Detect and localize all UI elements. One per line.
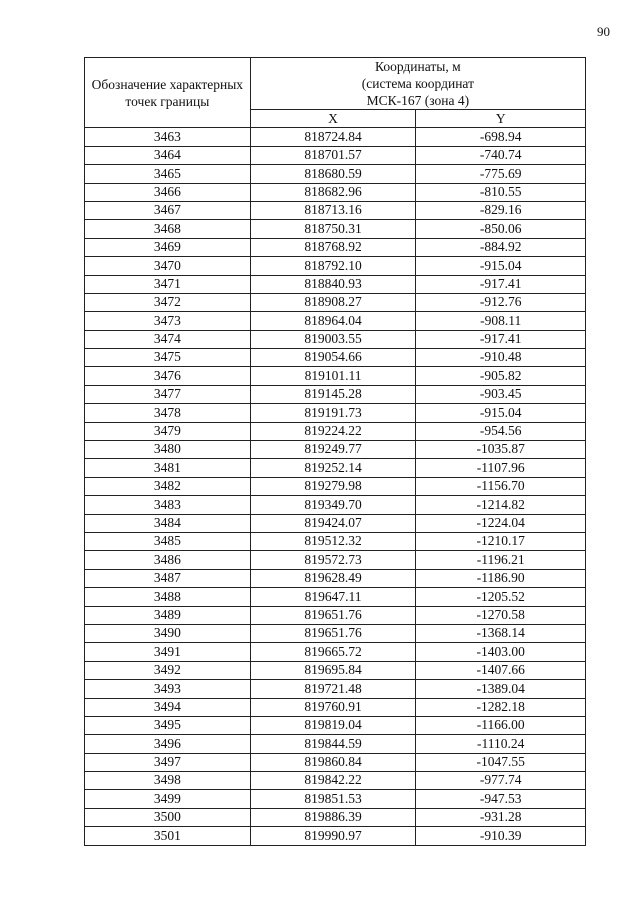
point-number-cell: 3463: [85, 128, 251, 146]
y-coordinate-cell: -947.53: [416, 790, 586, 808]
point-number-cell: 3467: [85, 201, 251, 219]
table-row: [85, 183, 586, 201]
y-coordinate-cell: -775.69: [416, 165, 586, 183]
table-row: [85, 569, 586, 587]
y-coordinate-cell: -908.11: [416, 312, 586, 330]
x-coordinate-cell: 819191.73: [250, 404, 416, 422]
y-coordinate-cell: -1407.66: [416, 661, 586, 679]
point-number-cell: 3465: [85, 165, 251, 183]
table-row: [85, 808, 586, 826]
x-coordinate-cell: 819651.76: [250, 606, 416, 624]
table-row: [85, 293, 586, 311]
point-number-cell: 3499: [85, 790, 251, 808]
x-coordinate-cell: 819224.22: [250, 422, 416, 440]
x-coordinate-cell: 819695.84: [250, 661, 416, 679]
x-coordinate-cell: 818724.84: [250, 128, 416, 146]
point-number-cell: 3477: [85, 385, 251, 403]
x-coordinate-cell: 819851.53: [250, 790, 416, 808]
y-coordinate-cell: -1186.90: [416, 569, 586, 587]
table-row: [85, 404, 586, 422]
table-row: [85, 643, 586, 661]
y-coordinate-cell: -1047.55: [416, 753, 586, 771]
designation-header: Обозначение характерных точек границы: [85, 58, 251, 128]
x-coordinate-cell: 819647.11: [250, 588, 416, 606]
point-number-cell: 3476: [85, 367, 251, 385]
table-row: [85, 422, 586, 440]
point-number-cell: 3480: [85, 441, 251, 459]
y-coordinate-cell: -698.94: [416, 128, 586, 146]
table-row: [85, 606, 586, 624]
x-coordinate-cell: 818750.31: [250, 220, 416, 238]
point-number-cell: 3501: [85, 827, 251, 845]
y-coordinate-cell: -1110.24: [416, 735, 586, 753]
point-number-cell: 3483: [85, 496, 251, 514]
table-row: [85, 716, 586, 734]
coordinates-header-line1: Координаты, м: [375, 59, 461, 74]
table-row: [85, 257, 586, 275]
point-number-cell: 3487: [85, 569, 251, 587]
table-row: [85, 275, 586, 293]
table-row: [85, 367, 586, 385]
point-number-cell: 3464: [85, 146, 251, 164]
point-number-cell: 3479: [85, 422, 251, 440]
table-header: [85, 58, 586, 128]
point-number-cell: 3471: [85, 275, 251, 293]
x-coordinate-cell: 819054.66: [250, 349, 416, 367]
y-coordinate-cell: -1035.87: [416, 441, 586, 459]
point-number-cell: 3498: [85, 772, 251, 790]
x-coordinate-cell: 819003.55: [250, 330, 416, 348]
point-number-cell: 3466: [85, 183, 251, 201]
point-number-cell: 3484: [85, 514, 251, 532]
x-coordinate-cell: 819760.91: [250, 698, 416, 716]
table-row: [85, 496, 586, 514]
y-coordinate-cell: -977.74: [416, 772, 586, 790]
point-number-cell: 3485: [85, 532, 251, 550]
point-number-cell: 3497: [85, 753, 251, 771]
y-coordinate-cell: -910.39: [416, 827, 586, 845]
x-coordinate-cell: 819512.32: [250, 532, 416, 550]
y-coordinate-cell: -1210.17: [416, 532, 586, 550]
x-coordinate-cell: 818768.92: [250, 238, 416, 256]
point-number-cell: 3490: [85, 624, 251, 642]
y-coordinate-cell: -917.41: [416, 275, 586, 293]
y-coordinate-cell: -1403.00: [416, 643, 586, 661]
point-number-cell: 3475: [85, 349, 251, 367]
y-header: Y: [416, 110, 586, 128]
table-row: [85, 477, 586, 495]
y-coordinate-cell: -829.16: [416, 201, 586, 219]
table-row: [85, 588, 586, 606]
y-coordinate-cell: -910.48: [416, 349, 586, 367]
x-coordinate-cell: 819249.77: [250, 441, 416, 459]
table-row: [85, 441, 586, 459]
table-row: [85, 459, 586, 477]
y-coordinate-cell: -954.56: [416, 422, 586, 440]
point-number-cell: 3500: [85, 808, 251, 826]
x-coordinate-cell: 819628.49: [250, 569, 416, 587]
table-row: [85, 238, 586, 256]
y-coordinate-cell: -903.45: [416, 385, 586, 403]
x-coordinate-cell: 818840.93: [250, 275, 416, 293]
y-coordinate-cell: -912.76: [416, 293, 586, 311]
y-coordinate-cell: -1389.04: [416, 680, 586, 698]
table-row: [85, 753, 586, 771]
y-coordinate-cell: -1166.00: [416, 716, 586, 734]
point-number-cell: 3473: [85, 312, 251, 330]
coordinates-header-line3: МСК-167 (зона 4): [366, 93, 470, 108]
y-coordinate-cell: -1205.52: [416, 588, 586, 606]
y-coordinate-cell: -1224.04: [416, 514, 586, 532]
point-number-cell: 3470: [85, 257, 251, 275]
x-coordinate-cell: 819860.84: [250, 753, 416, 771]
x-coordinate-cell: 818680.59: [250, 165, 416, 183]
table-body: [85, 128, 586, 845]
y-coordinate-cell: -1368.14: [416, 624, 586, 642]
x-coordinate-cell: 819665.72: [250, 643, 416, 661]
x-coordinate-cell: 819424.07: [250, 514, 416, 532]
table-row: [85, 201, 586, 219]
table-row: [85, 128, 586, 146]
x-coordinate-cell: 819279.98: [250, 477, 416, 495]
y-coordinate-cell: -931.28: [416, 808, 586, 826]
point-number-cell: 3488: [85, 588, 251, 606]
table-row: [85, 165, 586, 183]
x-coordinate-cell: 818908.27: [250, 293, 416, 311]
y-coordinate-cell: -905.82: [416, 367, 586, 385]
table-row: [85, 330, 586, 348]
x-coordinate-cell: 819349.70: [250, 496, 416, 514]
coordinates-table: [84, 57, 586, 846]
point-number-cell: 3469: [85, 238, 251, 256]
table-row: [85, 514, 586, 532]
page-number: 90: [597, 24, 610, 39]
table-row: [85, 790, 586, 808]
y-coordinate-cell: -1214.82: [416, 496, 586, 514]
y-coordinate-cell: -1107.96: [416, 459, 586, 477]
point-number-cell: 3482: [85, 477, 251, 495]
x-coordinate-cell: 819572.73: [250, 551, 416, 569]
table-row: [85, 312, 586, 330]
table-row: [85, 827, 586, 845]
point-number-cell: 3496: [85, 735, 251, 753]
point-number-cell: 3468: [85, 220, 251, 238]
x-coordinate-cell: 819721.48: [250, 680, 416, 698]
x-coordinate-cell: 818701.57: [250, 146, 416, 164]
table-row: [85, 532, 586, 550]
y-coordinate-cell: -1270.58: [416, 606, 586, 624]
table-row: [85, 146, 586, 164]
y-coordinate-cell: -884.92: [416, 238, 586, 256]
y-coordinate-cell: -850.06: [416, 220, 586, 238]
table-row: [85, 735, 586, 753]
coordinates-header: [250, 58, 585, 110]
table-row: [85, 349, 586, 367]
table-row: [85, 220, 586, 238]
y-coordinate-cell: -740.74: [416, 146, 586, 164]
x-coordinate-cell: 819252.14: [250, 459, 416, 477]
coordinates-header-line2: (система координат: [361, 76, 474, 91]
point-number-cell: 3474: [85, 330, 251, 348]
table-row: [85, 680, 586, 698]
y-coordinate-cell: -915.04: [416, 404, 586, 422]
point-number-cell: 3495: [85, 716, 251, 734]
x-coordinate-cell: 819819.04: [250, 716, 416, 734]
x-coordinate-cell: 819842.22: [250, 772, 416, 790]
table-row: [85, 772, 586, 790]
x-coordinate-cell: 819990.97: [250, 827, 416, 845]
y-coordinate-cell: -917.41: [416, 330, 586, 348]
x-coordinate-cell: 818964.04: [250, 312, 416, 330]
table-row: [85, 661, 586, 679]
point-number-cell: 3494: [85, 698, 251, 716]
y-coordinate-cell: -810.55: [416, 183, 586, 201]
x-coordinate-cell: 818682.96: [250, 183, 416, 201]
point-number-cell: 3486: [85, 551, 251, 569]
x-coordinate-cell: 819101.11: [250, 367, 416, 385]
y-coordinate-cell: -1196.21: [416, 551, 586, 569]
point-number-cell: 3493: [85, 680, 251, 698]
x-coordinate-cell: 818713.16: [250, 201, 416, 219]
point-number-cell: 3478: [85, 404, 251, 422]
table-row: [85, 551, 586, 569]
x-coordinate-cell: 819844.59: [250, 735, 416, 753]
y-coordinate-cell: -1156.70: [416, 477, 586, 495]
x-coordinate-cell: 819651.76: [250, 624, 416, 642]
point-number-cell: 3489: [85, 606, 251, 624]
point-number-cell: 3491: [85, 643, 251, 661]
point-number-cell: 3492: [85, 661, 251, 679]
x-coordinate-cell: 818792.10: [250, 257, 416, 275]
table-row: [85, 698, 586, 716]
y-coordinate-cell: -1282.18: [416, 698, 586, 716]
point-number-cell: 3481: [85, 459, 251, 477]
x-coordinate-cell: 819145.28: [250, 385, 416, 403]
table-row: [85, 385, 586, 403]
table-row: [85, 624, 586, 642]
x-header: X: [250, 110, 416, 128]
point-number-cell: 3472: [85, 293, 251, 311]
y-coordinate-cell: -915.04: [416, 257, 586, 275]
x-coordinate-cell: 819886.39: [250, 808, 416, 826]
